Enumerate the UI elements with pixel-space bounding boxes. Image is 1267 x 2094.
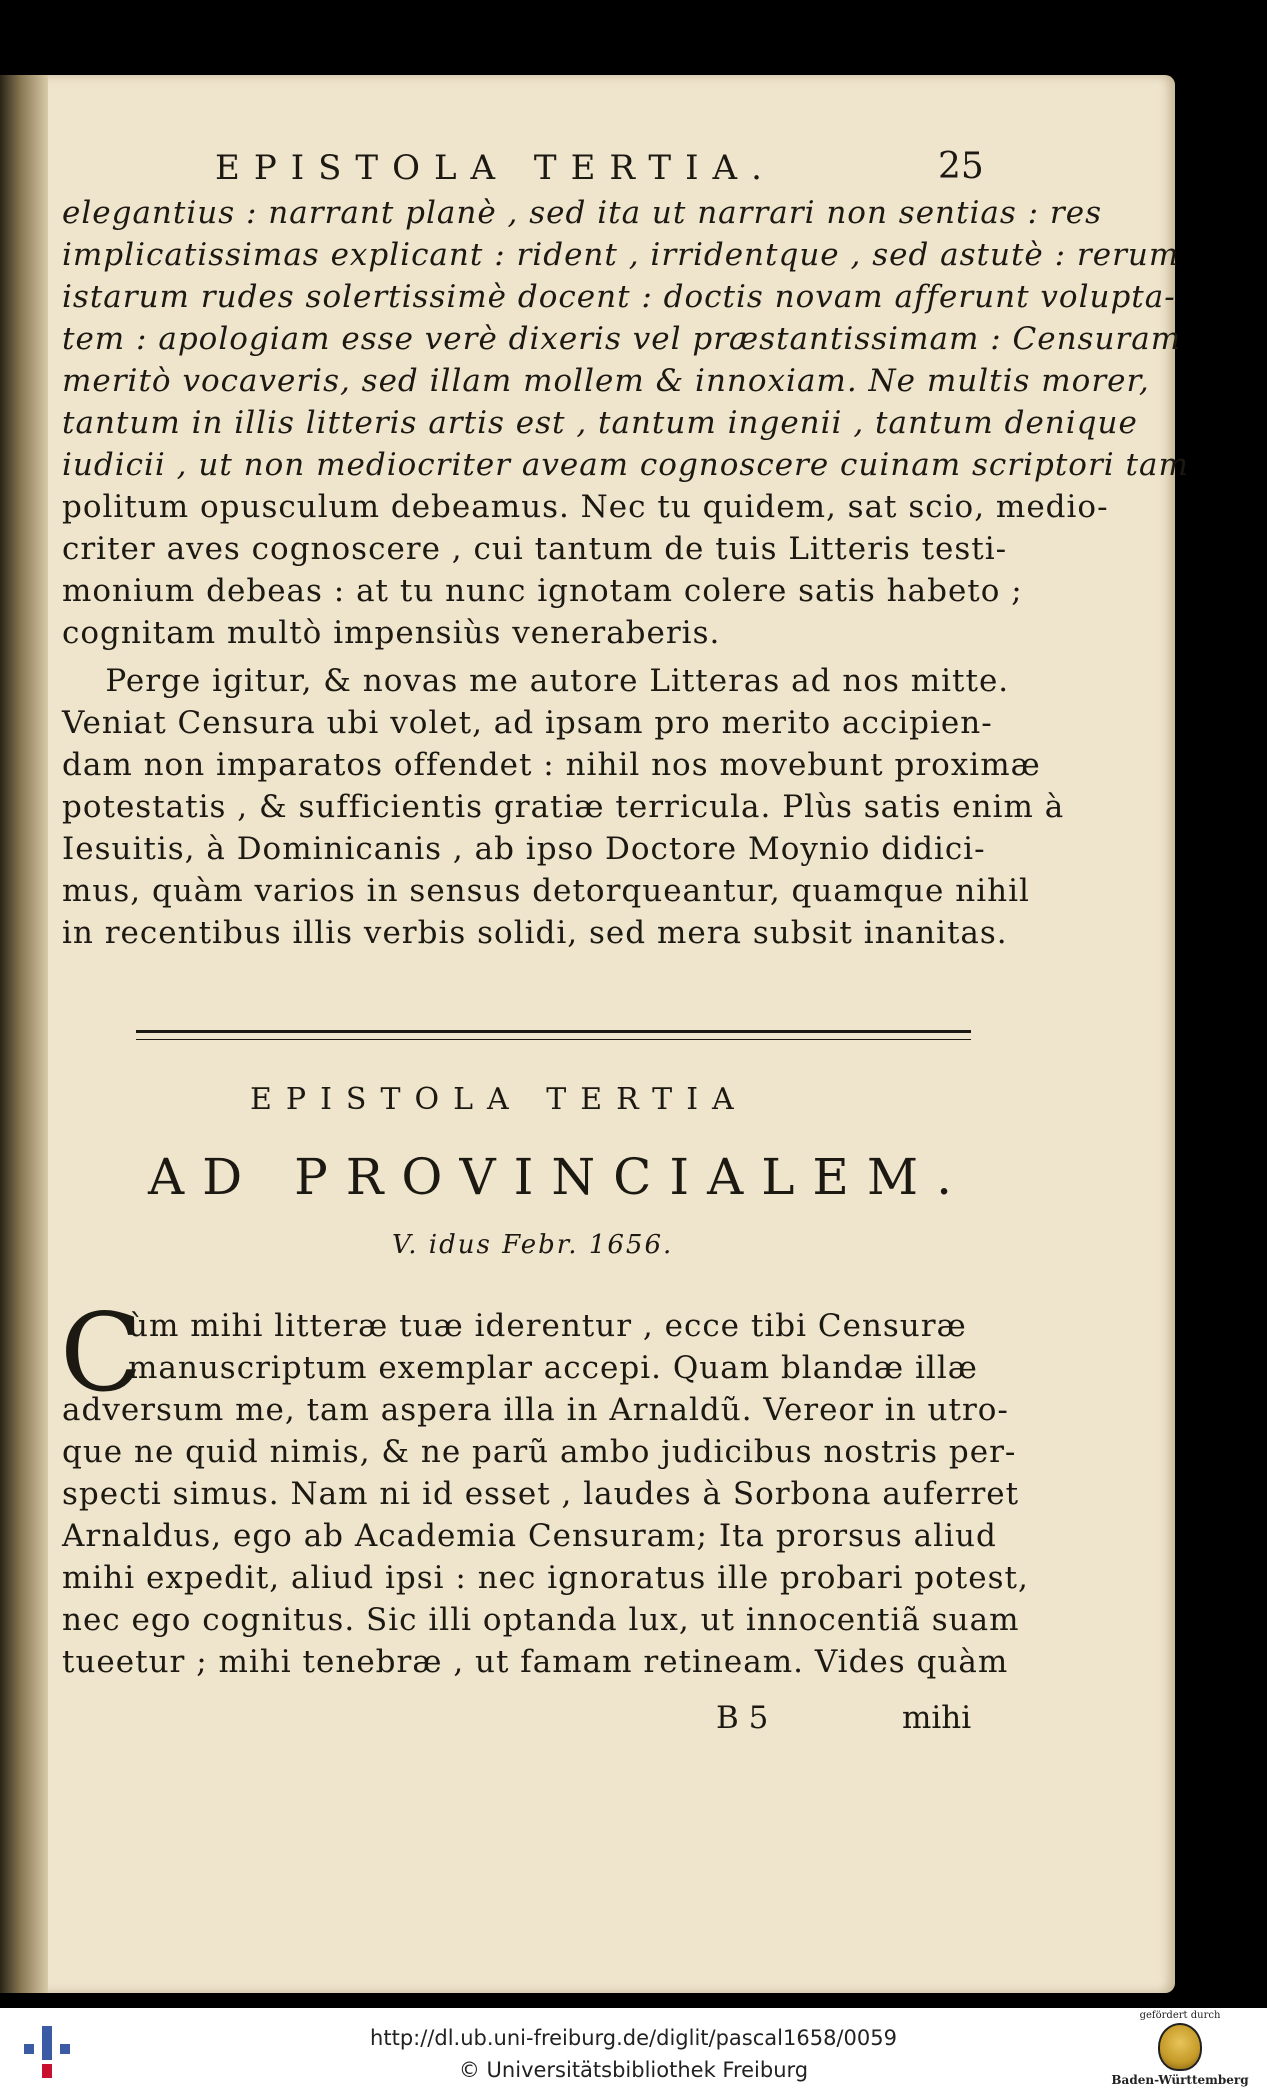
section-divider bbox=[136, 1030, 971, 1040]
text-line: adversum me, tam aspera illa in Arnaldũ. Vereor in utro- bbox=[62, 1392, 1009, 1428]
text-line: iudicii , ut non mediocriter aveam cognoscere cuinam scriptori tam bbox=[62, 447, 1189, 483]
text-line: manuscriptum exemplar accepi. Quam blandæ illæ bbox=[128, 1350, 978, 1386]
text-line: elegantius : narrant planè , sed ita ut narrari non sentias : res bbox=[62, 195, 1103, 231]
text-line: istarum rudes solertissimè docent : doctis novam afferunt volupta- bbox=[62, 279, 1176, 315]
funder-badge bbox=[1100, 2010, 1260, 2087]
text-line: dam non imparatos offendet : nihil nos movebunt proximæ bbox=[62, 747, 1041, 783]
funder-name: Baden-Württemberg bbox=[1111, 2073, 1249, 2087]
page-gutter-shadow bbox=[0, 75, 48, 1993]
text-line: in recentibus illis verbis solidi, sed mera subsit inanitas. bbox=[62, 915, 1008, 951]
text-line: mus, quàm varios in sensus detorqueantur, quamque nihil bbox=[62, 873, 1030, 909]
text-line: Perge igitur, & novas me autore Litteras ad nos mitte. bbox=[62, 663, 1010, 699]
text-line: meritò vocaveris, sed illam mollem & innoxiam. Ne multis morer, bbox=[62, 363, 1150, 399]
permalink[interactable]: http://dl.ub.uni-freiburg.de/diglit/pascal1658/0059 bbox=[370, 2026, 897, 2050]
section-subheading: AD PROVINCIALEM. bbox=[148, 1148, 971, 1206]
text-line: ùm mihi litteræ tuæ iderentur , ecce tibi Censuræ bbox=[128, 1308, 967, 1344]
catchword: mihi bbox=[902, 1700, 972, 1736]
text-line: tueetur ; mihi tenebræ , ut famam retineam. Vides quàm bbox=[62, 1644, 1009, 1680]
dateline: V. idus Febr. 1656. bbox=[392, 1230, 674, 1260]
text-line: Iesuitis, à Dominicanis , ab ipso Doctore Moynio didici- bbox=[62, 831, 986, 867]
text-line: nec ego cognitus. Sic illi optanda lux, ut innocentiã suam bbox=[62, 1602, 1020, 1638]
text-line: tantum in illis litteris artis est , tantum ingenii , tantum denique bbox=[62, 405, 1138, 441]
text-line: mihi expedit, aliud ipsi : nec ignoratus ille probari potest, bbox=[62, 1560, 1029, 1596]
drop-cap: C bbox=[60, 1291, 143, 1416]
text-line: cognitam multò impensiùs veneraberis. bbox=[62, 615, 721, 651]
text-line: monium debeas : at tu nunc ignotam colere satis habeto ; bbox=[62, 573, 1023, 609]
copyright-notice: © Universitätsbibliothek Freiburg bbox=[458, 2058, 809, 2082]
section-heading: EPISTOLA TERTIA bbox=[250, 1082, 748, 1117]
text-line: implicatissimas explicant : rident , irridentque , sed astutè : rerum bbox=[62, 237, 1180, 273]
text-line: criter aves cognoscere , cui tantum de tuis Litteris testi- bbox=[62, 531, 1008, 567]
text-line: politum opusculum debeamus. Nec tu quidem, sat scio, medio- bbox=[62, 489, 1109, 525]
page-number: 25 bbox=[938, 146, 984, 187]
text-line: que ne quid nimis, & ne parũ ambo judicibus nostris per- bbox=[62, 1434, 1017, 1470]
text-line: potestatis , & sufficientis gratiæ terricula. Plùs satis enim à bbox=[62, 789, 1065, 825]
signature-mark: B 5 bbox=[716, 1700, 769, 1736]
text-line: tem : apologiam esse verè dixeris vel præstantissimam : Censuram bbox=[62, 321, 1182, 357]
text-line: Veniat Censura ubi volet, ad ipsam pro merito accipien- bbox=[62, 705, 993, 741]
funder-label: gefördert durch bbox=[1139, 2010, 1221, 2021]
running-title: EPISTOLA TERTIA. bbox=[215, 148, 776, 188]
text-line: Arnaldus, ego ab Academia Censuram; Ita prorsus aliud bbox=[62, 1518, 997, 1554]
coat-of-arms-icon bbox=[1158, 2023, 1202, 2071]
text-line: specti simus. Nam ni id esset , laudes à Sorbona auferret bbox=[62, 1476, 1020, 1512]
